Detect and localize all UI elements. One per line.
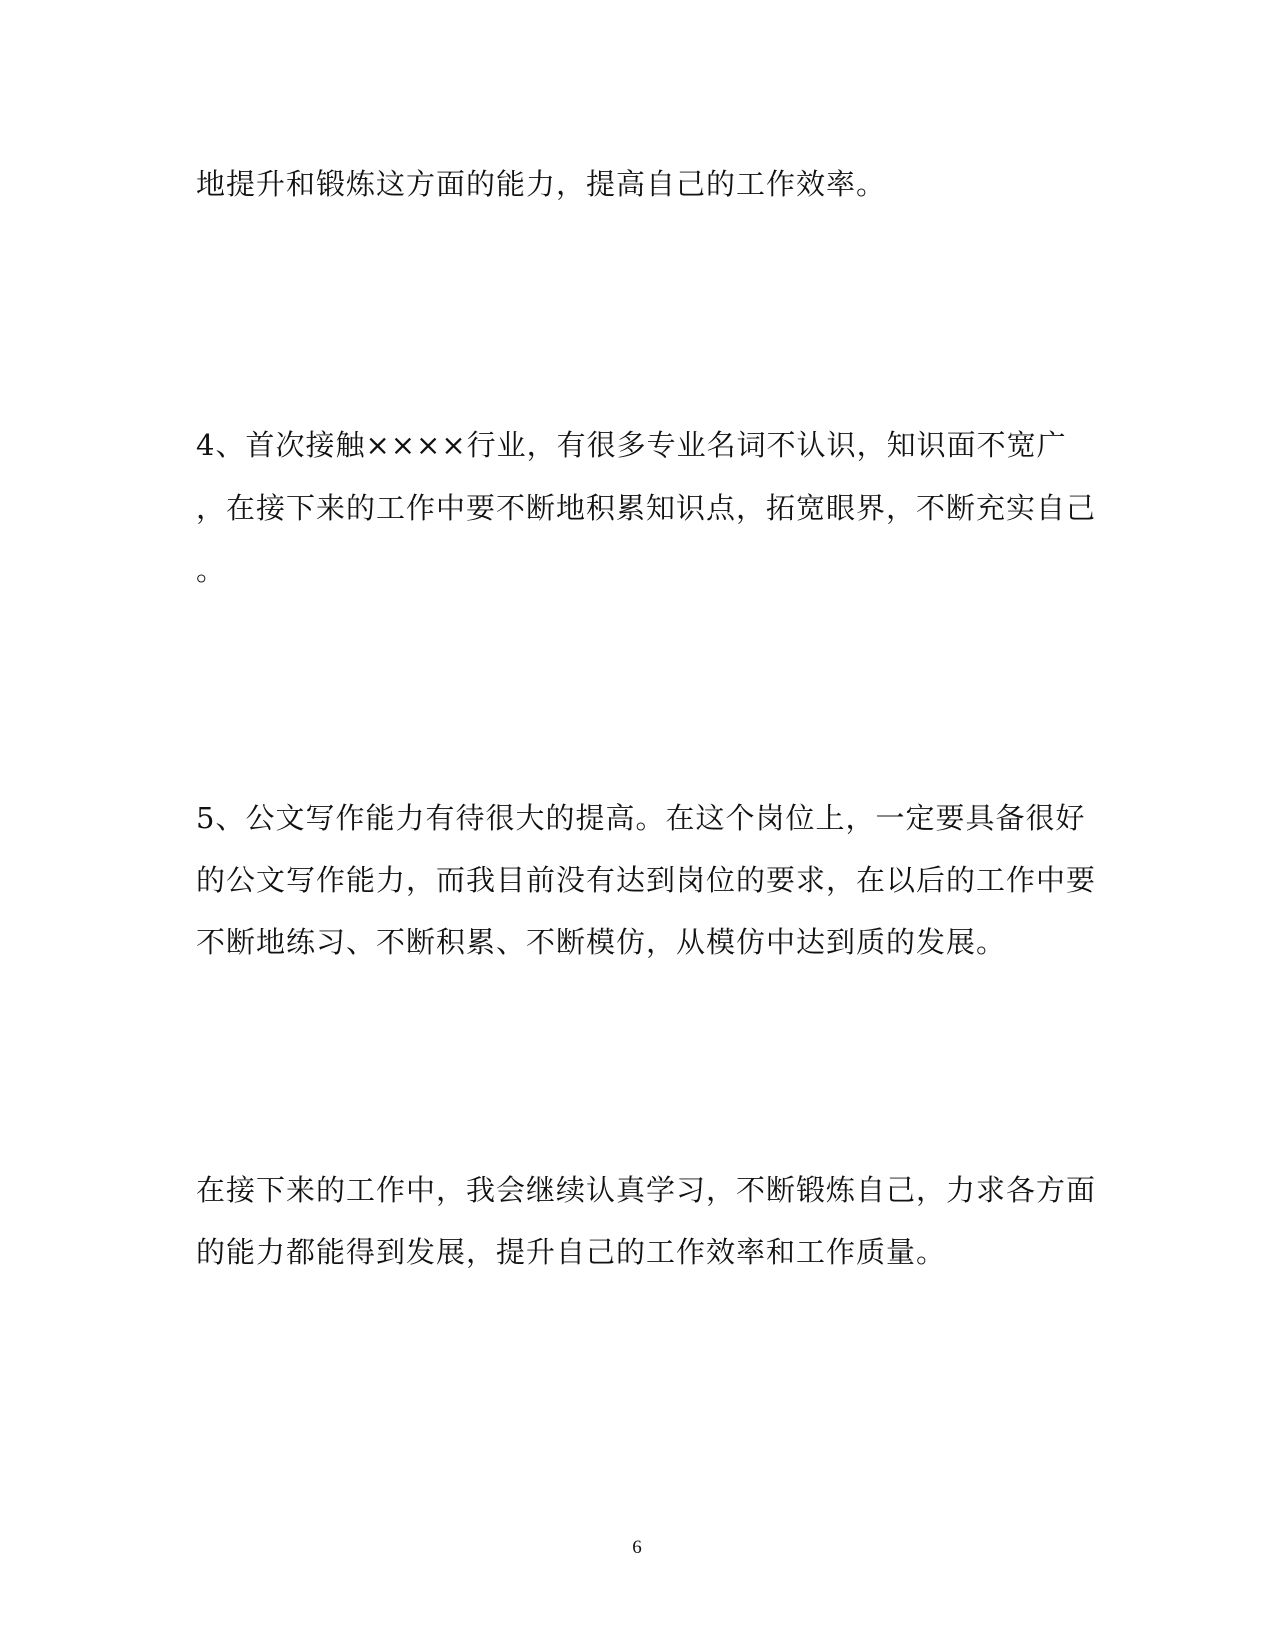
paragraph-line: 。 bbox=[196, 553, 227, 587]
paragraph-line: 的公文写作能力，而我目前没有达到岗位的要求，在以后的工作中要 bbox=[196, 863, 1097, 897]
paragraph-line: 4、首次接触××××行业，有很多专业名词不认识，知识面不宽广 bbox=[196, 428, 1067, 462]
paragraph-line: 在接下来的工作中，我会继续认真学习，不断锻炼自己，力求各方面 bbox=[196, 1173, 1097, 1207]
paragraph-line: 5、公文写作能力有待很大的提高。在这个岗位上，一定要具备很好 bbox=[196, 801, 1086, 835]
paragraph-line: 地提升和锻炼这方面的能力，提高自己的工作效率。 bbox=[196, 167, 887, 201]
page-number: 6 bbox=[632, 1537, 642, 1558]
paragraph-line: 不断地练习、不断积累、不断模仿，从模仿中达到质的发展。 bbox=[196, 925, 1007, 959]
paragraph-line: 的能力都能得到发展，提升自己的工作效率和工作质量。 bbox=[196, 1235, 947, 1269]
paragraph-line: ，在接下来的工作中要不断地积累知识点，拓宽眼界，不断充实自己 bbox=[196, 491, 1097, 525]
